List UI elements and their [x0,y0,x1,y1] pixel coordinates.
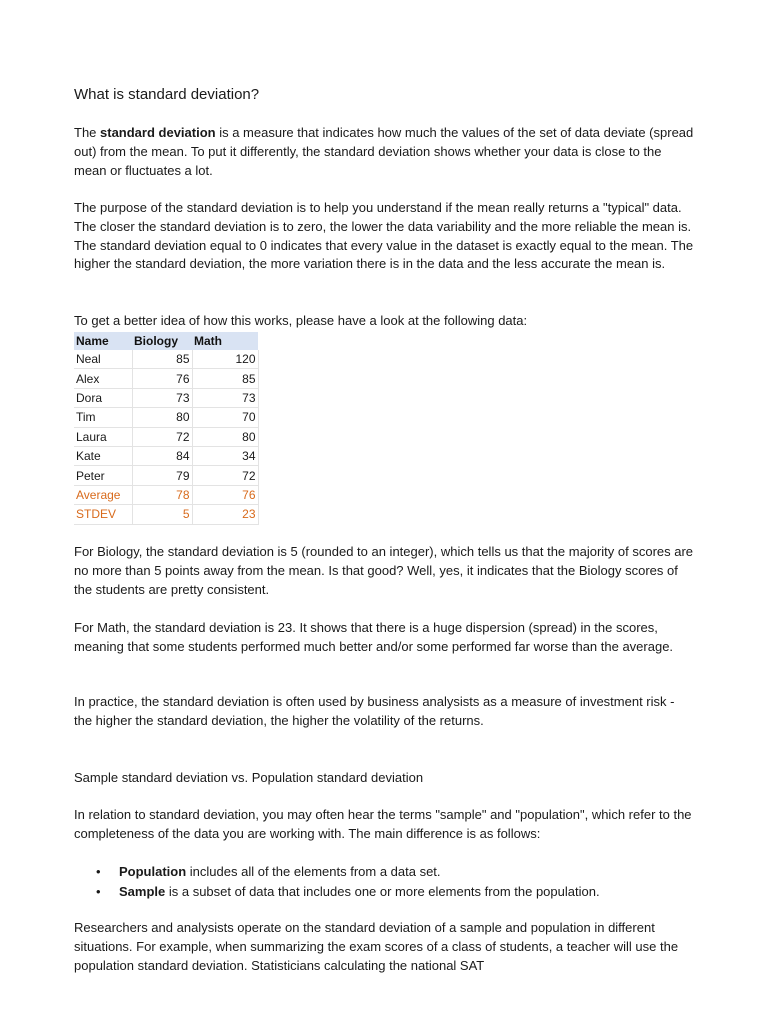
cell-stat-math: 23 [192,505,258,524]
average-row [74,485,258,504]
header-math: Math [192,332,258,350]
cell-biology: 72 [132,427,192,446]
cell-biology: 85 [132,350,192,369]
table-row [74,369,258,388]
term-sample-desc: is a subset of data that includes one or more elements from the population. [165,884,600,899]
table-header-row [74,332,258,350]
intro-bold-term: standard deviation [100,125,216,140]
intro-pre: The [74,125,101,140]
cell-name: Dora [74,388,132,407]
cell-math: 34 [192,446,258,465]
purpose-paragraph: The purpose of the standard deviation is to help you understand if the mean really returns a "typical" data. The closer the standard deviation is to zero, the lower the data variability and the more reliable the mean is. The standard deviation equal to 0 indicates that every value in the dataset is exactly equal to the mean. The higher the standard deviation, the more variation there is in the data and the less accurate the mean is. [74,200,694,272]
table-row [74,408,258,427]
stdev-row [74,505,258,524]
cell-stat-label: Average [74,485,132,504]
cell-stat-biology: 78 [132,485,192,504]
intro-paragraph [74,124,694,180]
table-intro: To get a better idea of how this works, please have a look at the following data: [74,313,528,328]
definition-list [74,862,694,902]
term-population-desc: includes all of the elements from a data set. [186,864,441,879]
cell-math: 72 [192,466,258,485]
relation-paragraph: In relation to standard deviation, you may often hear the terms "sample" and "population", which refer to the completeness of the data you are working with. The main difference is as follows: [74,807,692,841]
page-title: What is standard deviation? [74,86,260,103]
list-item [74,882,694,902]
cell-biology: 79 [132,466,192,485]
researchers-paragraph: Researchers and analysists operate on the standard deviation of a sample and population in different situations. For example, when summarizing the exam scores of a class of students, a teacher will use the population standard deviation. Statisticians calculating the national SAT [74,920,679,973]
bullet-icon: • [96,864,101,879]
cell-name: Peter [74,466,132,485]
table-row [74,446,258,465]
table-row [74,350,258,369]
scores-table [74,332,259,525]
table-row [74,466,258,485]
cell-name: Tim [74,408,132,427]
cell-math: 70 [192,408,258,427]
cell-math: 73 [192,388,258,407]
cell-biology: 80 [132,408,192,427]
intro-post: is a measure that indicates how much the values of the set of data deviate (spread out) from the mean. To put it differently, the standard deviation shows whether your data is close to the mean or fluctuates a lot. [74,125,694,178]
cell-math: 80 [192,427,258,446]
header-name: Name [74,332,132,350]
biology-paragraph: For Biology, the standard deviation is 5 (rounded to an integer), which tells us that the majority of scores are no more than 5 points away from the mean. Is that good? Well, yes, it indicates that the Biology scores of the students are pretty consistent. [74,544,694,597]
math-paragraph: For Math, the standard deviation is 23. It shows that there is a huge dispersion (spread) in the scores, meaning that some students performed much better and/or some performed far worse than the average. [74,620,674,654]
cell-biology: 73 [132,388,192,407]
cell-name: Laura [74,427,132,446]
cell-stat-math: 76 [192,485,258,504]
table-row [74,388,258,407]
cell-biology: 84 [132,446,192,465]
cell-math: 120 [192,350,258,369]
cell-name: Alex [74,369,132,388]
cell-biology: 76 [132,369,192,388]
cell-stat-label: STDEV [74,505,132,524]
term-sample: Sample [119,884,166,899]
header-biology: Biology [132,332,192,350]
cell-name: Kate [74,446,132,465]
term-population: Population [119,864,187,879]
cell-name: Neal [74,350,132,369]
list-item [74,862,694,882]
section-subheading: Sample standard deviation vs. Population standard deviation [74,770,424,785]
cell-stat-biology: 5 [132,505,192,524]
practice-paragraph: In practice, the standard deviation is often used by business analysists as a measure of investment risk - the higher the standard deviation, the higher the volatility of the returns. [74,694,675,728]
bullet-icon: • [96,884,101,899]
cell-math: 85 [192,369,258,388]
table-row [74,427,258,446]
